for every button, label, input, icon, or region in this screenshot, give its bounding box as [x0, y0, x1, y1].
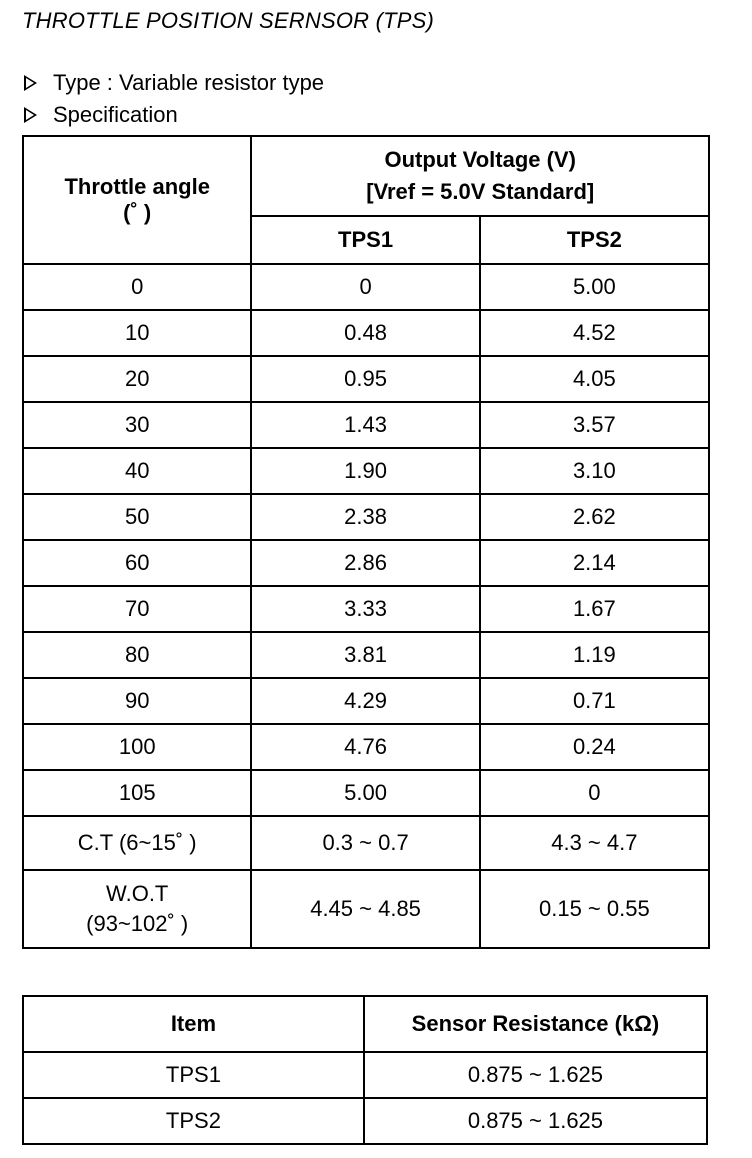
output-voltage-header	[251, 136, 709, 216]
tps1-cell: 1.43	[251, 402, 479, 448]
angle-cell: 90	[23, 678, 251, 724]
wot-label-line1: W.O.T	[106, 881, 169, 906]
angle-cell: 10	[23, 310, 251, 356]
table-row	[23, 310, 709, 356]
tps2-cell: 4.3 ~ 4.7	[480, 816, 709, 870]
sensor-resistance-header: Sensor Resistance (kΩ)	[364, 996, 707, 1052]
tps1-cell: 0.48	[251, 310, 479, 356]
tps2-cell: 2.14	[480, 540, 709, 586]
table-row	[23, 356, 709, 402]
tps1-cell: 1.90	[251, 448, 479, 494]
table-row	[23, 1098, 707, 1144]
triangle-bullet-icon	[24, 107, 37, 123]
throttle-angle-header	[23, 136, 251, 264]
resistance-cell: 0.875 ~ 1.625	[364, 1098, 707, 1144]
tps2-cell: 2.62	[480, 494, 709, 540]
table-row	[23, 1052, 707, 1098]
tps2-cell: 4.05	[480, 356, 709, 402]
tps2-cell: 3.10	[480, 448, 709, 494]
table-row	[23, 586, 709, 632]
table-row	[23, 632, 709, 678]
tps2-header: TPS2	[480, 216, 709, 264]
tps2-cell: 0.71	[480, 678, 709, 724]
wide-open-throttle-row	[23, 870, 709, 948]
throttle-angle-header-line1: Throttle angle	[64, 174, 210, 199]
tps1-cell: 2.38	[251, 494, 479, 540]
tps2-cell: 1.67	[480, 586, 709, 632]
table-row	[23, 770, 709, 816]
item-cell: TPS1	[23, 1052, 364, 1098]
tps1-cell: 3.81	[251, 632, 479, 678]
angle-cell: 60	[23, 540, 251, 586]
tps1-cell: 0.3 ~ 0.7	[251, 816, 479, 870]
resistance-table	[22, 995, 708, 1145]
angle-cell: 80	[23, 632, 251, 678]
tps1-cell: 4.29	[251, 678, 479, 724]
angle-cell: 40	[23, 448, 251, 494]
angle-cell: 70	[23, 586, 251, 632]
page-title: THROTTLE POSITION SERNSOR (TPS)	[22, 8, 435, 33]
angle-cell: C.T (6~15˚ )	[23, 816, 251, 870]
table-row	[23, 264, 709, 310]
tps1-cell: 4.76	[251, 724, 479, 770]
tps2-cell: 5.00	[480, 264, 709, 310]
tps1-cell: 4.45 ~ 4.85	[251, 870, 479, 948]
tps2-cell: 0.15 ~ 0.55	[480, 870, 709, 948]
angle-cell: 50	[23, 494, 251, 540]
tps2-cell: 4.52	[480, 310, 709, 356]
triangle-bullet-icon	[24, 75, 37, 91]
tps1-header: TPS1	[251, 216, 479, 264]
tps1-cell: 5.00	[251, 770, 479, 816]
item-header: Item	[23, 996, 364, 1052]
table-row	[23, 540, 709, 586]
tps1-cell: 0.95	[251, 356, 479, 402]
resistance-cell: 0.875 ~ 1.625	[364, 1052, 707, 1098]
specification-text: Specification	[53, 102, 178, 127]
table-row	[23, 494, 709, 540]
table-row	[23, 724, 709, 770]
tps1-cell: 2.86	[251, 540, 479, 586]
table-row	[23, 448, 709, 494]
angle-cell: 0	[23, 264, 251, 310]
output-voltage-header-line1: Output Voltage (V)	[384, 147, 576, 172]
angle-cell: 30	[23, 402, 251, 448]
angle-cell	[23, 870, 251, 948]
tps2-cell: 0.24	[480, 724, 709, 770]
tps2-cell: 1.19	[480, 632, 709, 678]
tps2-cell: 3.57	[480, 402, 709, 448]
tps1-cell: 0	[251, 264, 479, 310]
output-voltage-header-line2: [Vref = 5.0V Standard]	[366, 179, 595, 204]
type-text: Type : Variable resistor type	[53, 70, 325, 95]
table-row	[23, 402, 709, 448]
angle-cell: 20	[23, 356, 251, 402]
tps1-cell: 3.33	[251, 586, 479, 632]
wot-label-line2: (93~102˚ )	[86, 911, 189, 936]
table-row	[23, 678, 709, 724]
type-line	[24, 70, 324, 96]
item-cell: TPS2	[23, 1098, 364, 1144]
specification-line	[24, 102, 178, 128]
tps2-cell: 0	[480, 770, 709, 816]
angle-cell: 105	[23, 770, 251, 816]
closed-throttle-row	[23, 816, 709, 870]
angle-cell: 100	[23, 724, 251, 770]
specification-table	[22, 135, 710, 949]
throttle-angle-header-line2: (˚ )	[123, 200, 152, 225]
